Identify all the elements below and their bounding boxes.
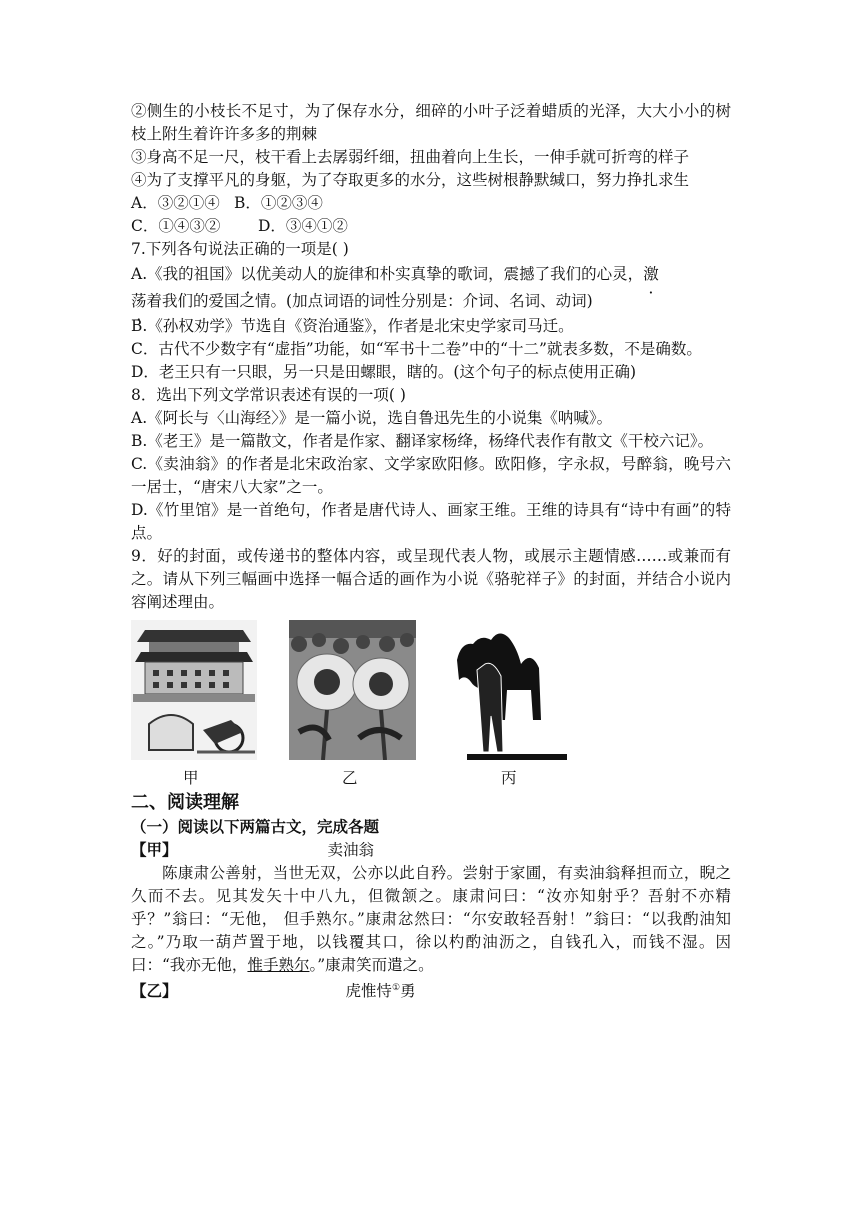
q9-figures xyxy=(131,620,731,787)
passage-jia-underlined-phrase: 惟手熟尔 xyxy=(247,956,310,974)
passage-yi-title: 虎惟恃 xyxy=(345,982,393,1001)
q9-text: 9．好的封面，或传递书的整体内容，或呈现代表人物，或展示主题情感……或兼而有之。请从下列三幅画中选择一幅合适的画作为小说《骆驼祥子》的封面，并结合小说内容阐述理由。 xyxy=(131,547,731,611)
q7-a-text: 真挚的歌词，震撼了我们的心灵， xyxy=(410,265,644,283)
q7-option-c: C．古代不少数字有“虚指”功能，如“军书十二卷”中的“十二”就表多数，不是确数。 xyxy=(131,340,702,358)
q7-a-text: A.《我的祖国》 xyxy=(131,265,241,283)
q7-a-dotted-word: 激 xyxy=(643,265,659,283)
q6-options-row-2 xyxy=(131,215,731,238)
q7-a-text: 着我们的爱国之情。(加点词语的词性分别是：介词、名词、动词) xyxy=(146,292,593,310)
figure-jia-city-gate-image xyxy=(131,620,257,760)
figure-yi-sunflowers-image xyxy=(289,620,416,760)
q7-a-dotted-word: 朴实 xyxy=(379,265,411,283)
q6-item-3: ③身高不足一尺，枝干看上去孱弱纤细，扭曲着向上生长，一伸手就可折弯的样子 xyxy=(131,148,690,166)
figure-caption-yi: 乙 xyxy=(342,769,358,787)
passage-jia-body xyxy=(131,862,731,977)
q6-option-a: A．③②①④ xyxy=(131,194,220,212)
q6-item-4: ④为了支撑平凡的身躯，为了夺取更多的水分，这些树根静默缄口，努力挣扎求生 xyxy=(131,171,690,189)
q7-option-b: B.《孙权劝学》节选自《资治通鉴》，作者是北宋史学家司马迁。 xyxy=(131,317,574,335)
section-heading-reading: 二、阅读理解 xyxy=(131,792,239,813)
q8-option-a: A.《阿长与〈山海经〉》是一篇小说，选自鲁迅先生的小说集《呐喊》。 xyxy=(131,409,613,427)
footnote-marker: ① xyxy=(392,983,401,993)
passage-yi-header xyxy=(131,977,731,1003)
q7-a-text: 优美动人的旋律和 xyxy=(255,265,380,283)
q6-option-d: D．③④①② xyxy=(258,217,348,235)
q7-option-d: D．老王只有一只眼，另一只是田螺眼，瞎的。(这个句子的标点使用正确) xyxy=(131,363,637,381)
passage-jia-header xyxy=(131,839,731,862)
document-page xyxy=(131,100,731,1003)
q6-options-row-1 xyxy=(131,192,731,215)
q7-a-dotted-word: 荡 xyxy=(131,292,147,310)
q7-option-a-line1 xyxy=(131,261,731,288)
passage-yi-tag: 【乙】 xyxy=(131,982,178,1001)
q7-stem: 7.下列各句说法正确的一项是( ) xyxy=(131,240,349,258)
passage-yi-title-end: 勇 xyxy=(400,982,416,1001)
q8-option-d: D.《竹里馆》是一首绝句，作者是唐代诗人、画家王维。王维的诗具有“诗中有画”的特点。 xyxy=(131,501,731,542)
passage-jia-text-end: 。”康肃笑而遣之。 xyxy=(309,956,434,974)
q6-option-b: B．①②③④ xyxy=(234,194,323,212)
q6-option-c: C．①④③② xyxy=(131,217,221,235)
figure-caption-bing: 丙 xyxy=(501,769,517,787)
q7-option-a-line2 xyxy=(131,288,731,315)
passage-jia-text: 陈康肃公善射，当世无双，公亦以此自矜。尝射于家圃，有卖油翁释担而立，睨之久而不去。见其发矢十中八九，但微颔之。康肃问曰：“汝亦知射乎？吾射不亦精乎？”翁曰：“无他， 但手熟尔。”康肃忿然曰：“尔安敢轻吾射！”翁曰：“以我酌油知之。”乃取一葫芦置于地，以钱覆其口，徐以杓酌油沥之，自钱孔入，而钱不湿。因曰：“我亦无他， xyxy=(131,864,731,974)
q8-stem: 8．选出下列文学常识表述有误的一项( ) xyxy=(131,386,406,404)
passage-jia-title: 卖油翁 xyxy=(327,841,375,859)
q8-option-c: C.《卖油翁》的作者是北宋政治家、文学家欧阳修。欧阳修，字永叔，号醉翁，晚号六一居士，“唐宋八大家”之一。 xyxy=(131,455,731,496)
figure-bing-camel-silhouette-image xyxy=(447,620,573,760)
q7-a-dotted-word: 以 xyxy=(240,265,256,283)
passage-jia-tag: 【甲】 xyxy=(131,841,178,859)
q6-item-2: ②侧生的小枝长不足寸，为了保存水分，细碎的小叶子泛着蜡质的光泽，大大小小的树枝上附生着许许多多的荆棘 xyxy=(131,102,731,143)
figure-caption-jia: 甲 xyxy=(183,769,199,787)
subsection-heading: （一）阅读以下两篇古文，完成各题 xyxy=(131,818,380,836)
q8-option-b: B.《老王》是一篇散文，作者是作家、翻译家杨绛，杨绛代表作有散文《干校六记》。 xyxy=(131,432,714,450)
